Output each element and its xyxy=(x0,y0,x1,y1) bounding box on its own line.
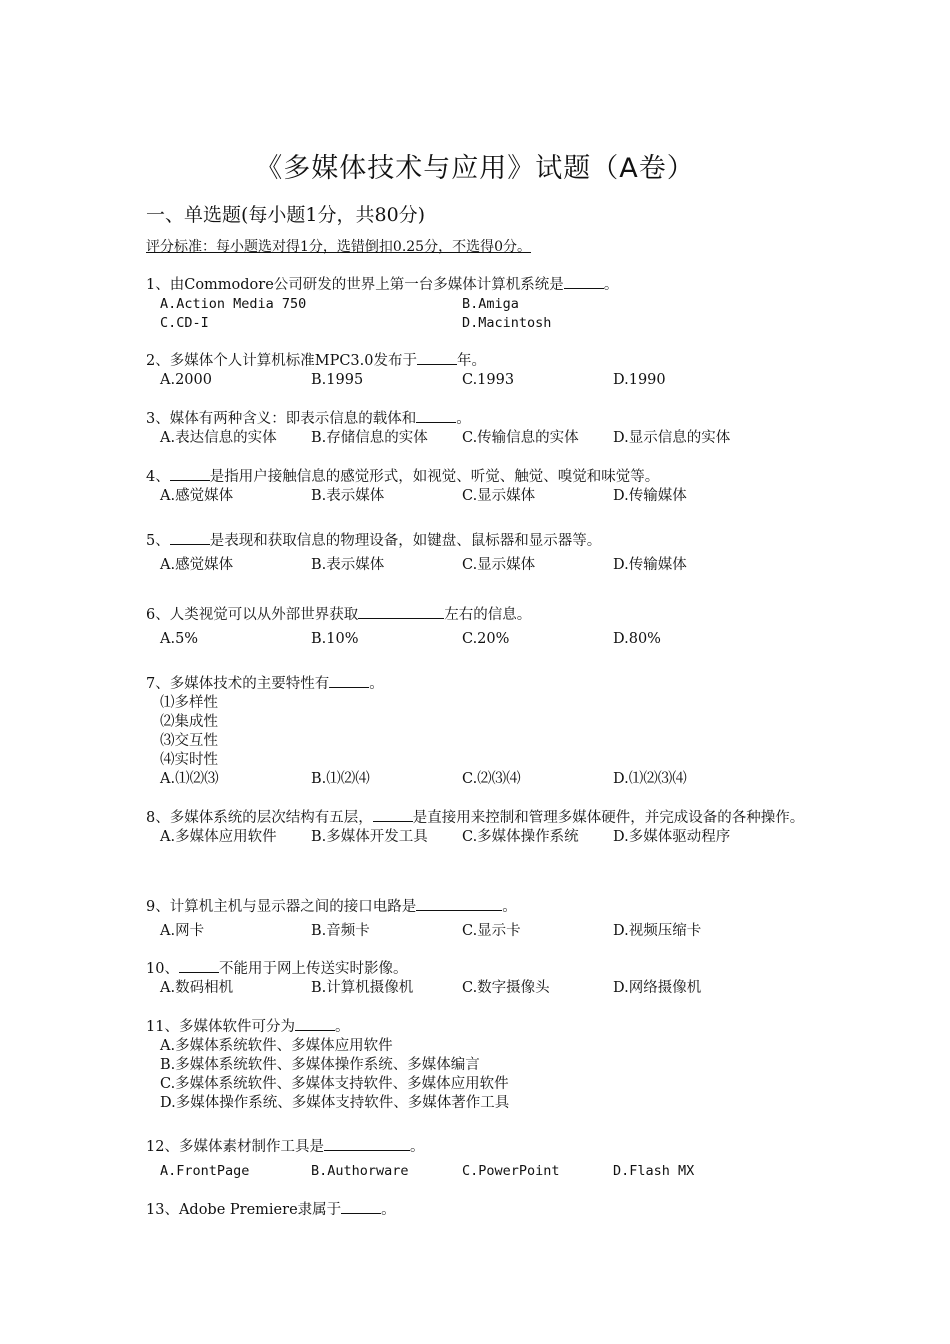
section-heading: 一、单选题(每小题1分，共80分) xyxy=(146,204,426,226)
option-d[interactable]: D.⑴⑵⑶⑷ xyxy=(613,771,687,787)
question-stem: 7、多媒体技术的主要特性有 。 xyxy=(146,673,826,694)
option-a[interactable]: A.⑴⑵⑶ xyxy=(160,771,219,787)
option-c[interactable]: C.多媒体系统软件、多媒体支持软件、多媒体应用软件 xyxy=(160,1076,509,1092)
option-row xyxy=(160,979,826,998)
answer-blank xyxy=(417,350,457,365)
option-a[interactable]: A.网卡 xyxy=(160,923,205,939)
option-d[interactable]: D.Macintosh xyxy=(462,315,552,331)
option-row xyxy=(160,429,826,448)
option-row xyxy=(160,1162,826,1181)
answer-blank xyxy=(179,958,219,973)
question-stem: 11、多媒体软件可分为 。 xyxy=(146,1016,826,1037)
option-c[interactable]: C.显示卡 xyxy=(462,923,521,939)
option-d[interactable]: D.网络摄像机 xyxy=(613,980,702,996)
question-stem: 12、多媒体素材制作工具是 。 xyxy=(146,1136,826,1157)
option-d[interactable]: D.1990 xyxy=(613,372,666,388)
option-a[interactable]: A.数码相机 xyxy=(160,980,234,996)
question-stem: 10、 不能用于网上传送实时影像。 xyxy=(146,958,826,979)
option-c[interactable]: C.1993 xyxy=(462,372,515,388)
answer-blank xyxy=(170,530,210,545)
option-c[interactable]: C.PowerPoint xyxy=(462,1163,560,1179)
option-b[interactable]: B.Authorware xyxy=(311,1163,409,1179)
answer-blank xyxy=(329,673,369,688)
option-a[interactable]: A.FrontPage xyxy=(160,1163,250,1179)
page-title: 《多媒体技术与应用》试题（A卷） xyxy=(255,153,695,184)
question-9 xyxy=(146,896,826,941)
option-c[interactable]: C.多媒体操作系统 xyxy=(462,829,579,845)
statement-item: ⑷实时性 xyxy=(160,752,218,768)
option-b[interactable]: B.⑴⑵⑷ xyxy=(311,771,370,787)
question-10 xyxy=(146,958,826,998)
option-d[interactable]: D.传输媒体 xyxy=(613,488,687,504)
question-stem: 3、媒体有两种含义：即表示信息的载体和 。 xyxy=(146,408,826,429)
question-4 xyxy=(146,466,826,506)
option-c[interactable]: C.显示媒体 xyxy=(462,488,536,504)
answer-blank xyxy=(416,408,456,423)
option-b[interactable]: B.计算机摄像机 xyxy=(311,980,414,996)
option-a[interactable]: A.Action Media 750 xyxy=(160,296,307,312)
option-d[interactable]: D.传输媒体 xyxy=(613,557,687,573)
option-b[interactable]: B.表示媒体 xyxy=(311,557,385,573)
option-d[interactable]: D.显示信息的实体 xyxy=(613,430,731,446)
option-row xyxy=(160,487,826,506)
option-b[interactable]: B.Amiga xyxy=(462,296,519,312)
answer-blank xyxy=(295,1016,335,1031)
option-b[interactable]: B.多媒体开发工具 xyxy=(311,829,428,845)
question-stem: 9、计算机主机与显示器之间的接口电路是 。 xyxy=(146,896,826,917)
option-a[interactable]: A.感觉媒体 xyxy=(160,488,234,504)
question-stem: 8、多媒体系统的层次结构有五层， 是直接用来控制和管理多媒体硬件，并完成设备的各种操作。 xyxy=(146,807,806,828)
option-row xyxy=(160,828,806,847)
answer-blank xyxy=(416,896,502,911)
option-row xyxy=(160,922,826,941)
question-5 xyxy=(146,530,826,575)
option-c[interactable]: C.显示媒体 xyxy=(462,557,536,573)
option-a[interactable]: A.感觉媒体 xyxy=(160,557,234,573)
option-row xyxy=(160,371,826,390)
option-b[interactable]: B.10% xyxy=(311,631,359,647)
option-c[interactable]: C.CD-I xyxy=(160,315,209,331)
option-row xyxy=(160,556,826,575)
question-2 xyxy=(146,350,826,390)
option-a[interactable]: A.表达信息的实体 xyxy=(160,430,277,446)
question-8 xyxy=(146,807,806,847)
question-1 xyxy=(146,274,826,333)
option-d[interactable]: D.80% xyxy=(613,631,661,647)
statement-item: ⑴多样性 xyxy=(160,695,218,711)
option-d[interactable]: D.Flash MX xyxy=(613,1163,695,1179)
answer-blank xyxy=(324,1136,410,1151)
option-d[interactable]: D.多媒体操作系统、多媒体支持软件、多媒体著作工具 xyxy=(160,1095,510,1111)
option-b[interactable]: B.音频卡 xyxy=(311,923,370,939)
statement-item: ⑶交互性 xyxy=(160,733,218,749)
scoring-rule: 评分标准：每小题选对得1分，选错倒扣0.25分，不选得0分。 xyxy=(146,239,531,255)
question-stem: 2、多媒体个人计算机标准MPC3.0发布于 年。 xyxy=(146,350,826,371)
option-b[interactable]: B.表示媒体 xyxy=(311,488,385,504)
question-stem: 4、 是指用户接触信息的感觉形式，如视觉、听觉、触觉、嗅觉和味觉等。 xyxy=(146,466,826,487)
answer-blank xyxy=(341,1199,381,1214)
option-a[interactable]: A.多媒体应用软件 xyxy=(160,829,277,845)
question-stem: 1、由Commodore公司研发的世界上第一台多媒体计算机系统是 。 xyxy=(146,274,826,295)
option-b[interactable]: B.多媒体系统软件、多媒体操作系统、多媒体编言 xyxy=(160,1057,480,1073)
option-row xyxy=(160,630,826,649)
option-row xyxy=(160,295,826,314)
question-12 xyxy=(146,1136,826,1181)
question-7 xyxy=(146,673,826,789)
answer-blank xyxy=(564,274,604,289)
option-c[interactable]: C.⑵⑶⑷ xyxy=(462,771,521,787)
option-c[interactable]: C.20% xyxy=(462,631,510,647)
option-d[interactable]: D.视频压缩卡 xyxy=(613,923,702,939)
statement-item: ⑵集成性 xyxy=(160,714,218,730)
option-a[interactable]: A.2000 xyxy=(160,372,212,388)
question-stem: 5、 是表现和获取信息的物理设备，如键盘、鼠标器和显示器等。 xyxy=(146,530,826,551)
option-row xyxy=(160,770,826,789)
option-d[interactable]: D.多媒体驱动程序 xyxy=(613,829,731,845)
option-c[interactable]: C.数字摄像头 xyxy=(462,980,550,996)
option-a[interactable]: A.多媒体系统软件、多媒体应用软件 xyxy=(160,1038,393,1054)
option-b[interactable]: B.1995 xyxy=(311,372,364,388)
question-6 xyxy=(146,604,826,649)
question-stem: 13、Adobe Premiere隶属于 。 xyxy=(146,1199,826,1220)
answer-blank xyxy=(170,466,210,481)
question-stem: 6、人类视觉可以从外部世界获取 左右的信息。 xyxy=(146,604,826,625)
question-13 xyxy=(146,1199,826,1220)
option-row xyxy=(160,314,826,333)
option-a[interactable]: A.5% xyxy=(160,631,199,647)
answer-blank xyxy=(358,604,444,619)
option-b[interactable]: B.存储信息的实体 xyxy=(311,430,428,446)
question-3 xyxy=(146,408,826,448)
option-c[interactable]: C.传输信息的实体 xyxy=(462,430,579,446)
question-11 xyxy=(146,1016,826,1113)
answer-blank xyxy=(373,807,413,822)
